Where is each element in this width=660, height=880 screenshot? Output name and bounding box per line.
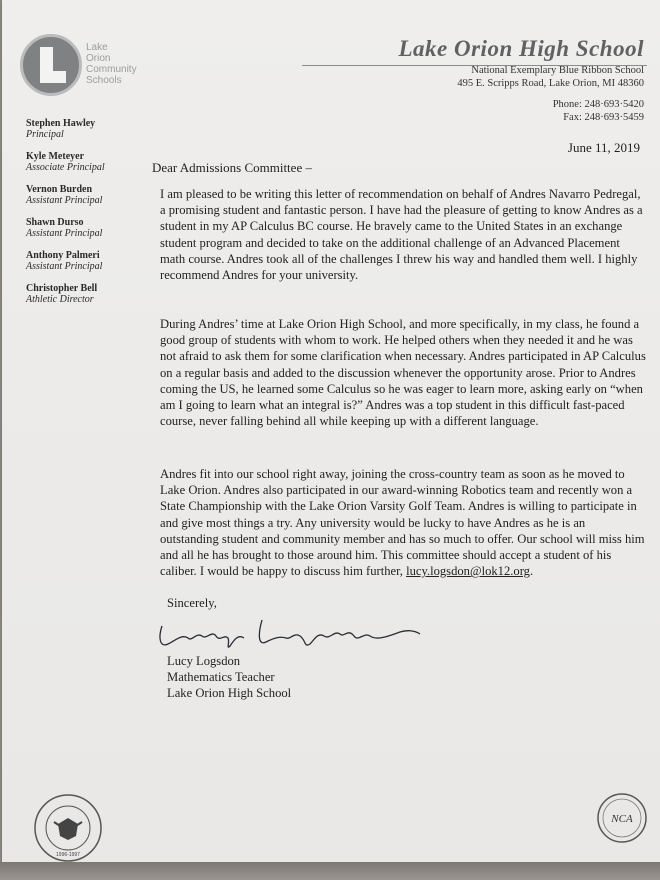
- svg-text:NCA: NCA: [611, 813, 633, 825]
- table-surface: [0, 862, 660, 880]
- school-address: 495 E. Scripps Road, Lake Orion, MI 48360: [457, 78, 644, 89]
- school-phone: Phone: 248·693·5420: [552, 99, 644, 110]
- salutation: Dear Admissions Committee –: [152, 160, 312, 175]
- staff-entry: Anthony Palmeri Assistant Principal: [26, 250, 103, 272]
- staff-entry: Christopher Bell Athletic Director: [26, 283, 98, 305]
- handwritten-signature: [154, 608, 424, 654]
- seal-date: 1996-1997: [56, 852, 80, 858]
- letter-page: [2, 0, 660, 862]
- district-logo-icon: [20, 34, 82, 96]
- letter-date: June 11, 2019: [567, 140, 640, 155]
- email-link[interactable]: lucy.logsdon@lok12.org: [406, 564, 530, 579]
- school-fax: Fax: 248·693·5459: [563, 112, 644, 123]
- paragraph-2: During Andres’ time at Lake Orion High School, and more specifically, in my class, he found a good group of students with whom to work. He helped others when they needed it and he was not afraid to ask them for some clarification when necessary. Andres participated in AP Calculus on a regular basis and added to the discussion whenever the opportunity arose. Prior to Andres coming the US, he learned some Calculus so he was eager to learn more, asking early on “when am I going to learn what an integral is?” Andres was a top student in this difficult fast-paced course, never falling behind all while keeping up with a different language.: [160, 317, 646, 429]
- nca-seal-icon: [596, 792, 648, 844]
- paragraph-3: Andres fit into our school right away, joining the cross-country team as soon as he moved to Lake Orion. Andres also participated in our award-winning Robotics team and recently won a State Championship with the Lake Orion Varsity Golf Team. Andres is willing to participate in and give most things a try. Any university would be lucky to have Andres as he is an outstanding student and community member and has so much to offer. Our school will miss him and all he has brought to those around him. This committee should accept a student of his caliber. I would be happy to discuss him further, lucy.logsdon@lok12.org.: [160, 467, 645, 579]
- staff-entry: Stephen Hawley Principal: [26, 118, 96, 140]
- signer-org: Lake Orion High School: [167, 686, 292, 700]
- signer-title: Mathematics Teacher: [167, 670, 275, 684]
- paragraph-1: I am pleased to be writing this letter of recommendation on behalf of Andres Navarro Pedregal, a promising student and fantastic person. I have had the pleasure of getting to know Andres as a student in my AP Calculus BC course. He bravely came to the United States in an exchange student program and decided to take on the additional challenge of an Advanced Placement math course. Andres took all of the challenges I threw his way and handled them well. I highly recommend Andres for your university.: [160, 187, 643, 283]
- staff-list: [26, 118, 146, 316]
- school-name: Lake Orion High School: [398, 36, 644, 61]
- closing: Sincerely,: [167, 596, 217, 610]
- staff-entry: Vernon Burden Assistant Principal: [26, 184, 103, 206]
- staff-entry: Kyle Meteyer Associate Principal: [26, 151, 105, 173]
- signer-name: Lucy Logsdon: [167, 654, 241, 668]
- department-seal-icon: [32, 792, 104, 864]
- district-logo-text: Lake Orion Community Schools: [86, 42, 137, 86]
- staff-entry: Shawn Durso Assistant Principal: [26, 217, 103, 239]
- school-tagline: National Exemplary Blue Ribbon School: [471, 65, 644, 76]
